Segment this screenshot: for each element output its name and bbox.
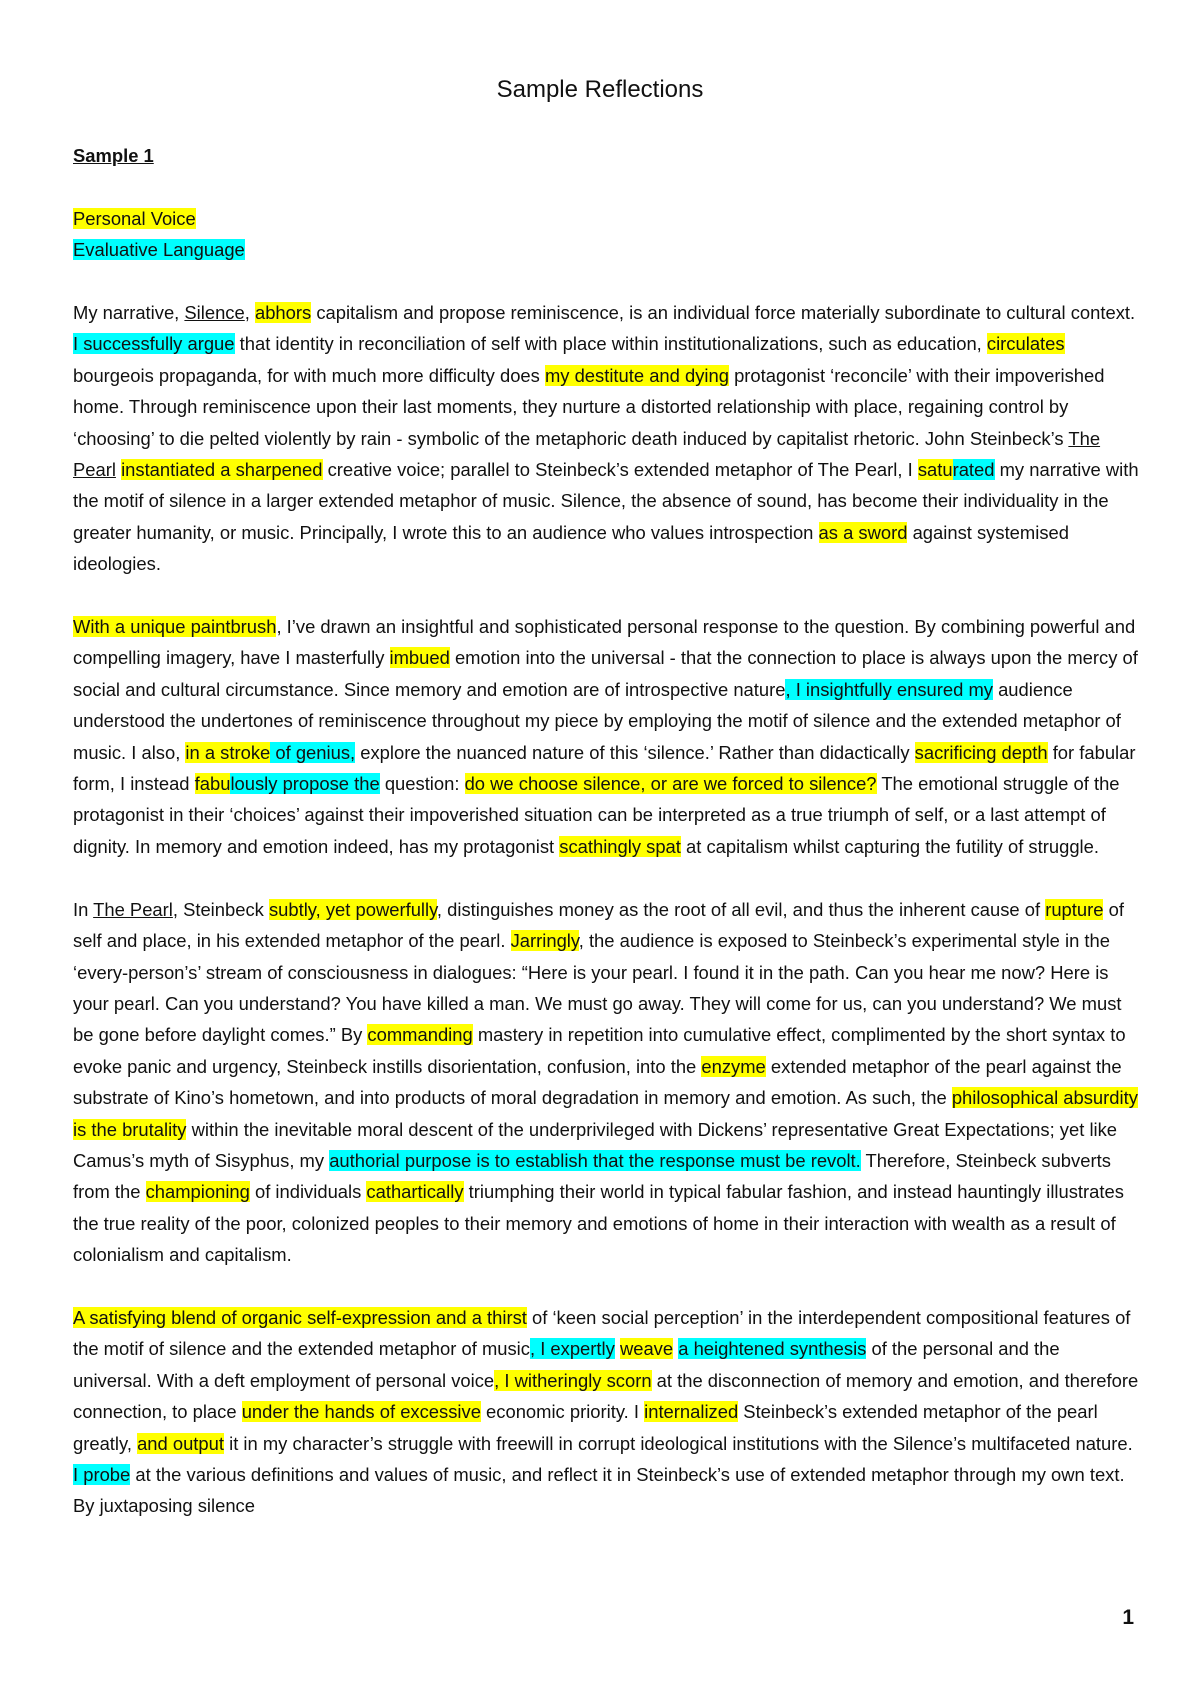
personal-voice-highlight: scathingly spat xyxy=(559,835,681,857)
evaluative-language-highlight: lously propose the xyxy=(230,773,380,795)
evaluative-language-highlight: I successfully argue xyxy=(73,333,235,355)
paragraph-text: that identity in reconciliation of self with place within institutionalizations, such as education, xyxy=(234,333,987,355)
personal-voice-highlight: internalized xyxy=(644,1401,739,1423)
evaluative-language-highlight: of genius, xyxy=(270,741,356,763)
underlined-title: Silence xyxy=(184,302,245,323)
personal-voice-highlight: do we choose silence, or are we forced to silence? xyxy=(464,773,877,795)
paragraph-text: In xyxy=(73,898,94,920)
underlined-title: The Pearl xyxy=(93,898,173,920)
body-paragraph xyxy=(73,297,1139,580)
underlined-title: The Pearl xyxy=(73,427,1101,481)
personal-voice-highlight: weave xyxy=(619,1338,674,1360)
document-body xyxy=(73,140,1139,1522)
page-title: Sample Reflections xyxy=(496,76,704,103)
paragraph-text: mastery in repetition into cumulative effect, complimented by the short syntax to evoke panic and urgency, Steinbeck instills disorientation, confusion, into the xyxy=(73,1024,1126,1077)
paragraph-text: economic priority. I xyxy=(480,1401,645,1423)
evaluative-language-highlight: authorial purpose is to establish that the response must be revolt. xyxy=(329,1149,861,1171)
evaluative-language-highlight: I probe xyxy=(73,1463,131,1485)
evaluative-language-highlight: , I insightfully ensured my xyxy=(785,678,993,700)
paragraph-text: for fabular form, I instead xyxy=(73,741,1136,795)
paragraph-text: against systemised ideologies. xyxy=(73,521,1069,575)
legend-personal-voice: Personal Voice xyxy=(73,207,196,229)
paragraph-text: creative voice; parallel to Steinbeck’s extended metaphor of The Pearl, I xyxy=(322,459,918,481)
personal-voice-highlight: Jarringly xyxy=(510,930,579,952)
personal-voice-highlight: sacrificing depth xyxy=(914,741,1048,763)
paragraph-text: The emotional struggle of the protagonist in their ‘choices’ against their impoverished situation can be interpreted as a true triumph of self, or a last attempt of dignity. In memory and emotion indeed, has my protagonist xyxy=(73,773,1120,857)
paragraph-text: at the disconnection of memory and emotion, and therefore connection, to place xyxy=(73,1369,1139,1423)
paragraph-text: it in my character’s struggle with freewill in corrupt ideological institutions with the Silence’s multifaceted nature. xyxy=(224,1432,1133,1454)
personal-voice-highlight: cathartically xyxy=(366,1181,464,1203)
paragraph-text: explore the nuanced nature of this ‘silence.’ Rather than didactically xyxy=(355,741,915,763)
personal-voice-highlight: circulates xyxy=(986,333,1065,355)
paragraph-list xyxy=(73,297,1139,1522)
body-paragraph xyxy=(73,611,1139,862)
personal-voice-highlight: fabu xyxy=(194,773,231,795)
personal-voice-highlight: and output xyxy=(137,1432,224,1454)
paragraph-text: , xyxy=(244,302,255,323)
personal-voice-highlight: as a sword xyxy=(818,521,908,543)
personal-voice-highlight: abhors xyxy=(254,302,312,323)
personal-voice-highlight: With a unique paintbrush xyxy=(73,616,277,638)
personal-voice-highlight: subtly, yet powerfully xyxy=(268,898,437,920)
paragraph-text: My narrative, xyxy=(73,302,185,323)
personal-voice-highlight: A satisfying blend of organic self-expression and a thirst xyxy=(73,1306,527,1328)
evaluative-language-highlight: rated xyxy=(952,459,995,481)
paragraph-text: protagonist ‘reconcile’ with their impoverished home. Through reminiscence upon their last moments, they nurture a distorted relationship with place, regaining control by ‘choosing’ to die pelted violently by rain - symbolic of the metaphoric death induced by capitalist rhetoric. John Steinbeck’s xyxy=(73,364,1105,449)
paragraph-text: of individuals xyxy=(249,1181,367,1203)
paragraph-text: emotion into the universal - that the connection to place is always upon the mercy of social and cultural circumstance. Since memory and emotion are of introspective nature xyxy=(73,647,1138,700)
paragraph-text: audience understood the undertones of reminiscence throughout my piece by employing the motif of silence and the extended metaphor of music. I also, xyxy=(73,678,1121,763)
personal-voice-highlight: under the hands of excessive xyxy=(241,1401,481,1423)
paragraph-text: triumphing their world in typical fabular fashion, and instead hauntingly illustrates the true reality of the poor, colonized peoples to their memory and emotions of home in their interaction with wealth as a result of colonialism and capitalism. xyxy=(73,1181,1124,1266)
personal-voice-highlight: satu xyxy=(917,459,953,481)
personal-voice-highlight: enzyme xyxy=(701,1055,766,1077)
personal-voice-highlight: philosophical absurdity is the brutality xyxy=(73,1087,1138,1140)
paragraph-text: extended metaphor of the pearl against the substrate of Kino’s hometown, and into products of moral degradation in memory and emotion. As such, the xyxy=(73,1055,1122,1109)
paragraph-text: within the inevitable moral descent of the underprivileged with Dickens’ representative Great Expectations; yet like Camus’s myth of Sisyphus, my xyxy=(73,1118,1118,1171)
evaluative-language-highlight: , I expertly xyxy=(529,1338,615,1360)
paragraph-text: , the audience is exposed to Steinbeck’s experimental style in the ‘every-person’s’ stream of consciousness in dialogues: “Here is your pearl. I found it in the path. Can you hear me now? Here is your pearl. Can you understand? You have killed a man. We must go away. They will come for us, can you understand? We must be gone before daylight comes.” By xyxy=(73,930,1122,1046)
personal-voice-highlight: imbued xyxy=(389,647,450,669)
paragraph-text: capitalism and propose reminiscence, is an individual force materially subordinate to cultural context. xyxy=(311,302,1136,323)
paragraph-text: of ‘keen social perception’ in the interdependent compositional features of the motif of silence and the extended metaphor of music xyxy=(73,1306,1131,1360)
legend-evaluative-language: Evaluative Language xyxy=(73,239,245,261)
paragraph-text: question: xyxy=(379,773,465,795)
page-number: 1 xyxy=(1122,1606,1134,1629)
evaluative-language-highlight: a heightened synthesis xyxy=(678,1338,867,1360)
body-paragraph xyxy=(73,894,1139,1271)
personal-voice-highlight: championing xyxy=(145,1181,250,1203)
personal-voice-highlight: commanding xyxy=(367,1024,473,1046)
paragraph-text: Therefore, Steinbeck subverts from the xyxy=(73,1149,1111,1203)
paragraph-text: my narrative with the motif of silence in a larger extended metaphor of music. Silence, the absence of sound, has become their individuality in the greater humanity, or music. Principally, I wrote this to an audience who values introspection xyxy=(73,459,1139,543)
personal-voice-highlight: instantiated a sharpened xyxy=(121,459,323,481)
personal-voice-highlight: rupture xyxy=(1045,898,1104,920)
personal-voice-highlight: in a stroke xyxy=(185,741,271,763)
paragraph-text: , Steinbeck xyxy=(172,898,269,920)
body-paragraph xyxy=(73,1302,1139,1522)
personal-voice-highlight: my destitute and dying xyxy=(544,364,729,386)
paragraph-text: at the various definitions and values of music, and reflect it in Steinbeck’s use of extended metaphor through my own text. By juxtaposing silence xyxy=(73,1463,1125,1517)
paragraph-text: of the personal and the universal. With a deft employment of personal voice xyxy=(73,1338,1060,1391)
personal-voice-highlight: , I witheringly scorn xyxy=(494,1369,652,1391)
paragraph-text: bourgeois propaganda, for with much more difficulty does xyxy=(73,364,545,386)
paragraph-text: , distinguishes money as the root of all evil, and thus the inherent cause of xyxy=(436,898,1046,920)
paragraph-text: , I’ve drawn an insightful and sophisticated personal response to the question. By combining powerful and compelling imagery, have I masterfully xyxy=(73,616,1136,669)
section-heading: Sample 1 xyxy=(73,145,154,166)
paragraph-text: Steinbeck’s extended metaphor of the pearl greatly, xyxy=(73,1401,1098,1454)
paragraph-text: at capitalism whilst capturing the futility of struggle. xyxy=(680,835,1099,857)
paragraph-text: of self and place, in his extended metaphor of the pearl. xyxy=(73,898,1124,952)
